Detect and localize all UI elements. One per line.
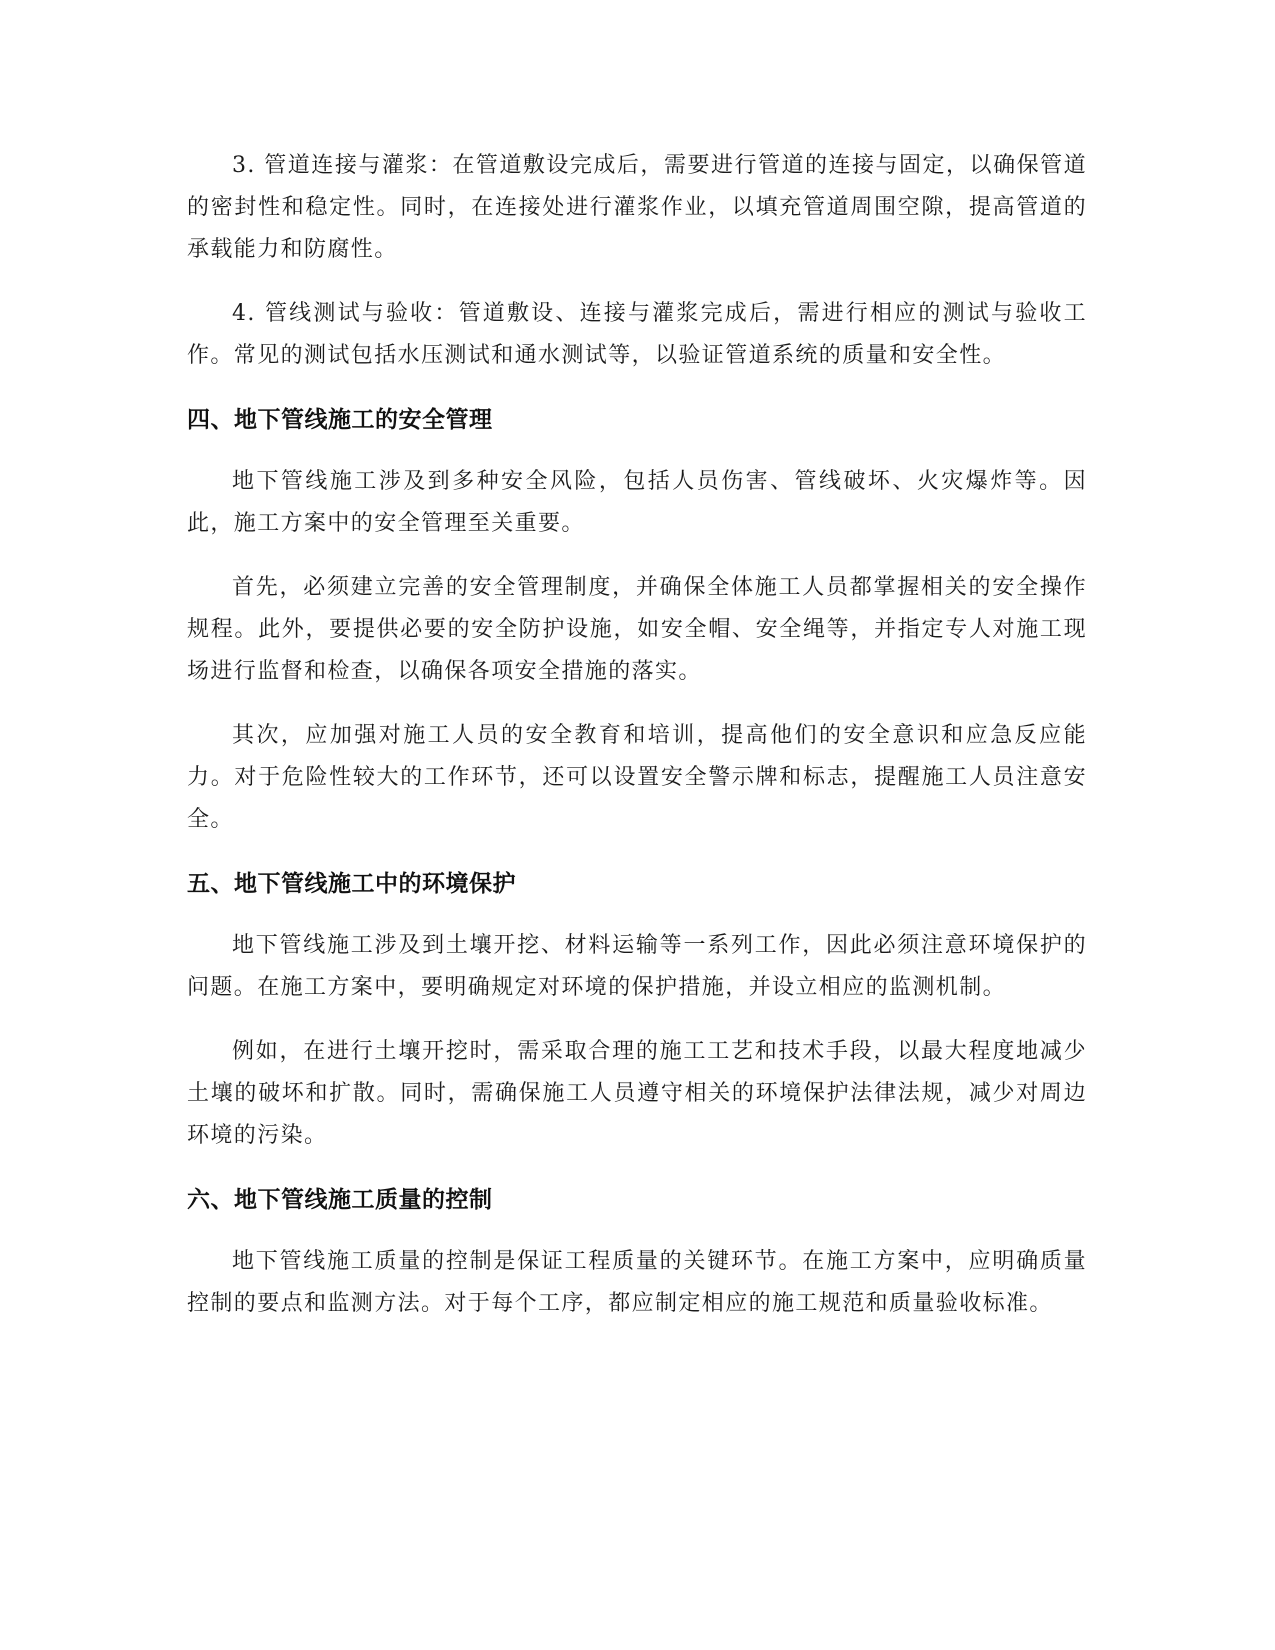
paragraph-environment-overview: 地下管线施工涉及到土壤开挖、材料运输等一系列工作，因此必须注意环境保护的问题。在施工方案中，要明确规定对环境的保护措施，并设立相应的监测机制。 [187, 933, 1087, 1000]
document-body [187, 145, 1087, 1347]
heading-environmental-protection: 五、地下管线施工中的环境保护 [187, 871, 516, 897]
paragraph-safety-system: 首先，必须建立完善的安全管理制度，并确保全体施工人员都掌握相关的安全操作规程。此外，要提供必要的安全防护设施，如安全帽、安全绳等，并指定专人对施工现场进行监督和检查，以确保各项安全措施的落实。 [187, 575, 1087, 684]
heading-quality-control: 六、地下管线施工质量的控制 [187, 1187, 493, 1213]
paragraph-quality-control: 地下管线施工质量的控制是保证工程质量的关键环节。在施工方案中，应明确质量控制的要点和监测方法。对于每个工序，都应制定相应的施工规范和质量验收标准。 [187, 1249, 1087, 1316]
paragraph-pipe-connection-grouting: 3. 管道连接与灌浆：在管道敷设完成后，需要进行管道的连接与固定，以确保管道的密封性和稳定性。同时，在连接处进行灌浆作业，以填充管道周围空隙，提高管道的承载能力和防腐性。 [187, 153, 1087, 262]
paragraph-safety-training: 其次，应加强对施工人员的安全教育和培训，提高他们的安全意识和应急反应能力。对于危险性较大的工作环节，还可以设置安全警示牌和标志，提醒施工人员注意安全。 [187, 723, 1087, 832]
paragraph-safety-risks: 地下管线施工涉及到多种安全风险，包括人员伤害、管线破坏、火灾爆炸等。因此，施工方案中的安全管理至关重要。 [187, 469, 1087, 536]
paragraph-pipe-testing-acceptance: 4. 管线测试与验收：管道敷设、连接与灌浆完成后，需进行相应的测试与验收工作。常见的测试包括水压测试和通水测试等，以验证管道系统的质量和安全性。 [187, 301, 1087, 368]
heading-safety-management: 四、地下管线施工的安全管理 [187, 407, 493, 433]
paragraph-environment-example: 例如，在进行土壤开挖时，需采取合理的施工工艺和技术手段，以最大程度地减少土壤的破坏和扩散。同时，需确保施工人员遵守相关的环境保护法律法规，减少对周边环境的污染。 [187, 1039, 1087, 1148]
